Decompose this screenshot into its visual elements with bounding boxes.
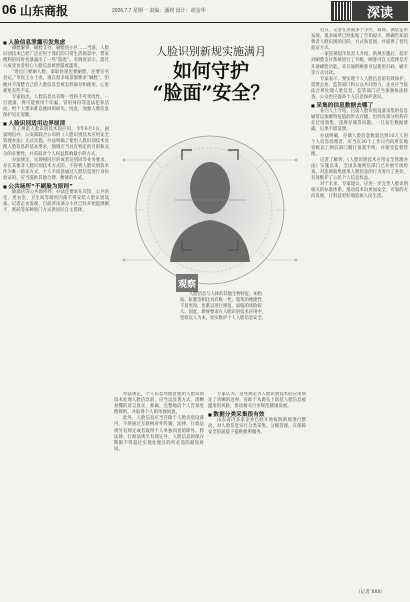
paragraph: 除酒店等公共场所外，办法还要求在宾馆、公共浴室、更衣室、卫生间等场所内部不得安装人脸识别设备。记者走访发现，目前济南部分小区已经开始提供刷卡、密码等多种进门方式供居民自主选择。 xyxy=(3,189,109,214)
subheading: ■ 人脸识别适用边界厘清 xyxy=(3,119,109,127)
paragraph: 办法规定，实现相同目的或者达到同等业务要求，存在其他非人脸识别技术方式的，不得将人脸识别技术作为唯一验证方式。个人不同意通过人脸信息进行身份验证的，应当提供其他合理、便捷的方式。 xyxy=(3,157,109,181)
newspaper-name: 山东商报 xyxy=(20,4,69,18)
paragraph: “进出门要刷人脸，拿取快递也要刷脸，还要实名登记。”市民王女士说，现在很多场景都要求“刷脸”，但她并不清楚自己的人脸信息会被怎样保存和使用，心里难免有些不安。 xyxy=(3,70,109,94)
page-number: 06 xyxy=(2,2,17,17)
paragraph: 专家表示，要实现个人人脸信息的有效保护，需要企业、监管部门和公众共同努力。企业应当依法合规处理人脸信息，监管部门应当加强执法检查，公众也应提高个人信息保护意识。 xyxy=(311,76,408,101)
article-headline xyxy=(118,60,304,104)
paragraph: 对于未来，专家建议，应进一步完善人脸识别相关的标准体系，推动技术向更加安全、可靠的方向发展，让科技更好地造福人民生活。 xyxy=(311,182,408,200)
paragraph: 一家连锁超市负责人介绍，新规实施后，超市对刷脸支付系统进行了升级，顾客可自主选择是否开通刷脸功能，未开通的顾客可以使用扫码、刷卡等方式付款。 xyxy=(311,52,408,76)
paragraph: 办法规定，个人信息处理者使用人脸识别技术处理人脸信息前，应当以显著方式、清晰易懂的语言真实、准确、完整地向个人告知处理规则，并取得个人的单独同意。 xyxy=(114,392,204,416)
headline-line-2: “脸面”安全？ xyxy=(152,82,270,104)
subheading: ■ 采集的信息数据去哪了 xyxy=(311,101,408,109)
subheading: ■ 公共场所“不刷脸为原则” xyxy=(3,182,109,190)
subheading: ■ 数据分类采集很有效 xyxy=(208,410,306,418)
paragraph: 业内人士介绍，目前人脸识别设备采集的信息通常以加密特征值的形式存储，但仍有部分机构存在过度收集、违规存储等问题。一旦发生数据泄露，后果不堪设想。 xyxy=(311,109,408,133)
headline-line-1: 如何守护 xyxy=(172,60,249,82)
paragraph: 此外，人脸信息应当存储于人脸识别设备内，不得通过互联网对外传输，法律、行政法规另有规定或者取得个人单独同意的除外。除法律、行政法规另有规定外，人脸信息的保存期限不得超过实现处理目的所必需的最短时间。 xyxy=(114,416,204,452)
middle-column-left xyxy=(114,392,204,598)
article-subtitle: 人脸识别新规实施满月 xyxy=(156,45,266,58)
paragraph: 记者了解到，《人脸识别技术应用安全管理办法》实施以来，全国多地网信部门已开展专项检查，对违规收集使用人脸信息的行为进行了查处，有效维护了公民个人信息权益。 xyxy=(311,157,408,182)
dateline: 2026.7.7 星期一 责编：潘莉 设计：胡金华 xyxy=(112,8,206,14)
paragraph: 为了规范人脸识别技术的应用，今年6月1日，国家网信办、公安部联合公布的《人脸识别技术应用安全管理办法》正式实施。办法明确了使用人脸识别技术处理人脸信息的基本要求，强调应当具有特定的目的和充分的必要性，并采取对个人权益影响最小的方式。 xyxy=(3,127,109,157)
paragraph: 近日，记者在济南多个小区、商场、酒店走访发现，很多场所已经张贴了告知提示，明确告知消费者人脸识别的目的、方式和范围，并提供了替代验证方式。 xyxy=(311,28,408,52)
paragraph: 办法明确，存储人脸信息数量达到10万人的个人信息处理者，应当在30个工作日内向所在地省级以上网信部门履行备案手续，并接受监督管理。 xyxy=(311,133,408,157)
paragraph: 刷脸解锁、刷脸支付、刷脸进小区……当前，人脸识别技术已经广泛应用于我们的日常生活场景中，带来便利的同时也暴露出了一些“隐患”。有调查显示，超过六成受访者担心人脸信息被泄露或滥用。 xyxy=(3,46,109,70)
section-badge: 深读 xyxy=(352,1,408,21)
middle-column-right xyxy=(208,392,306,598)
paragraph: 专家认为，这些规定为人脸识别技术的应用划定了清晰的边界，有助于从源头上防范人脸信息被滥用的风险，推动相关行业规范健康发展。 xyxy=(208,392,306,410)
left-column xyxy=(3,38,109,598)
author-credit: （记者 XXX） xyxy=(356,590,386,595)
subheading: ■ 人脸信息泄露引发焦虑 xyxy=(3,38,109,46)
paragraph: 专家指出，人脸信息具有唯一性和不可更改性，一旦泄露，将可能被用于诈骗、冒用身份等违法犯罪活动，给个人带来难以挽回的损失。因此，加强人脸信息保护迫在眉睫。 xyxy=(3,94,109,119)
qr-code-icon xyxy=(331,1,351,21)
right-column xyxy=(311,28,408,588)
observe-text: 人脸信息与人体的其他生物特征，如指纹、虹膜等相比具有唯一性、收集的便捷性、不易更改，也难以进行修复，面临的风险较大。因此，新规要求在人脸识别技术应用中，坚持以人为本，切实维护个人人脸信息安全。 xyxy=(180,292,266,322)
observe-badge: 观察 xyxy=(176,274,198,292)
paragraph: 山东省内多家企业已经开始按照新规进行整改，对人脸信息实行分类采集、分级管理，在保障安全的前提下提供便利服务。 xyxy=(208,418,306,436)
